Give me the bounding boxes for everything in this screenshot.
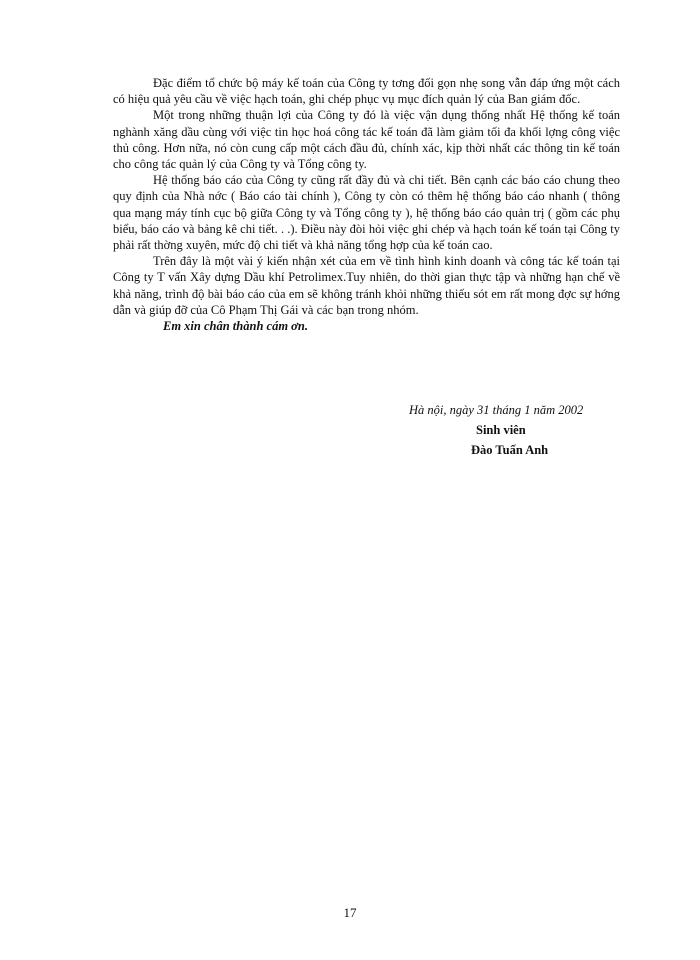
signature-date: Hà nội, ngày 31 tháng 1 năm 2002 <box>409 403 584 417</box>
document-body <box>113 75 620 334</box>
signature-block <box>395 400 635 460</box>
paragraph-reporting-system: Hệ thống báo cáo của Công ty cũng rất đầy đủ và chi tiết. Bên cạnh các báo cáo chung theo quy định của Nhà nớc ( Báo cáo tài chính ), Công ty còn có thêm hệ thống báo cáo nhanh ( thông qua mạng máy tính cục bộ giữa Công ty và Tổng công ty ), hệ thống báo cáo quản trị ( gồm các phụ biểu, báo cáo và bảng kê chi tiết. . .). Điều này đòi hỏi việc ghi chép và hạch toán kế toán tại Công ty phải rất thờng xuyên, mức độ chi tiết và khả năng tổng hợp của kế toán cao. <box>113 173 620 253</box>
paragraph-advantages: Một trong những thuận lợi của Công ty đó là việc vận dụng thống nhất Hệ thống kế toán nghành xăng dầu cùng với việc tin học hoá công tác kế toán đã làm giảm tối đa khối lợng công việc thủ công. Hơn nữa, nó còn cung cấp một cách đầu đủ, chính xác, kịp thời nhất các thông tin kế toán cho công tác quản lý của Công ty và Tổng công ty. <box>113 108 620 172</box>
closing-thanks: Em xin chân thành cám ơn. <box>163 319 308 334</box>
page-number: 17 <box>343 905 357 920</box>
signature-name: Đào Tuấn Anh <box>471 443 549 457</box>
paragraph-conclusion: Trên đây là một vài ý kiến nhận xét của em về tình hình kinh doanh và công tác kế toán tại Công ty T vấn Xây dựng Dầu khí Petrolimex.Tuy nhiên, do thời gian thực tập và những hạn chế về khả năng, trình độ bài báo cáo của em sẽ không tránh khỏi những thiếu sót em rất mong đợc sự hớng dẫn và giúp đỡ của Cô Phạm Thị Gái và các bạn trong nhóm. <box>113 254 620 317</box>
paragraph-accounting-structure: Đặc điểm tổ chức bộ máy kế toán của Công ty tơng đối gọn nhẹ song vẫn đáp ứng một cách có hiệu quả yêu cầu về việc hạch toán, ghi chép phục vụ mục đích quản lý của Ban giám đốc. <box>113 76 620 107</box>
signature-role: Sinh viên <box>476 423 526 437</box>
